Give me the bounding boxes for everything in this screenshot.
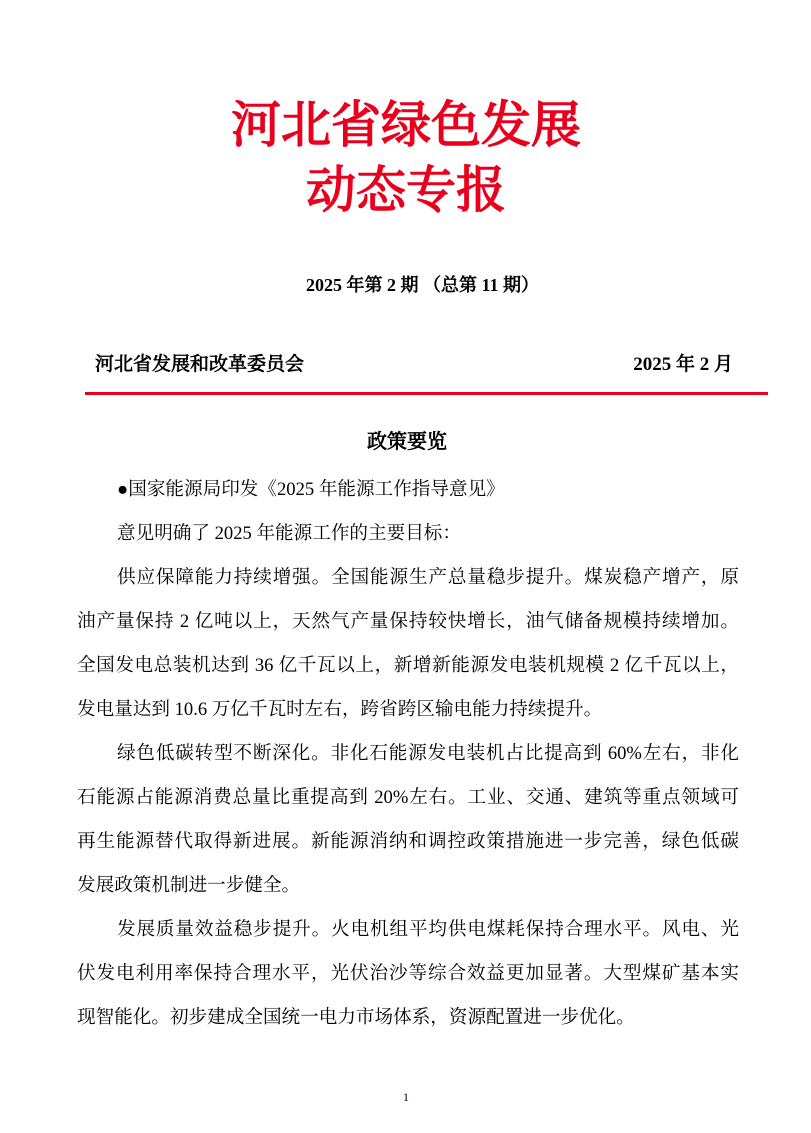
paragraph-line: 供应保障能力持续增强。全国能源生产总量稳步提升。煤炭稳产增产，原 [117,567,739,588]
paragraph-line: 绿色低碳转型不断深化。非化石能源发电装机占比提高到 60%左右，非化 [117,743,739,764]
paragraph-line: 全国发电总装机达到 36 亿千瓦以上，新增新能源发电装机规模 2 亿千瓦以上， [77,655,739,676]
article-headline: ●国家能源局印发《2025 年能源工作指导意见》 [117,479,505,500]
paragraph-line: 发展质量效益稳步提升。火电机组平均供电煤耗保持合理水平。风电、光 [117,919,739,940]
red-divider [85,392,768,395]
paragraph-line: 发展政策机制进一步健全。 [77,875,301,896]
paragraph-line: 发电量达到 10.6 万亿千瓦时左右，跨省跨区输电能力持续提升。 [77,699,603,720]
publish-date: 2025 年 2 月 [633,354,733,375]
issue-number: 2025 年第 2 期 （总第 11 期） [305,275,539,295]
paragraph-quality [77,908,739,1040]
paragraph-line: 再生能源替代取得新进展。新能源消纳和调控政策措施进一步完善，绿色低碳 [77,831,739,852]
page-number: 1 [403,1090,409,1104]
paragraph-line: 伏发电利用率保持合理水平，光伏治沙等综合效益更加显著。大型煤矿基本实 [77,963,739,984]
article-intro: 意见明确了 2025 年能源工作的主要目标： [117,523,461,544]
report-title-line1: 河北省绿色发展 [231,97,581,153]
paragraph-green-transition [77,732,739,908]
section-heading: 政策要览 [367,431,447,453]
paragraph-line: 石能源占能源消费总量比重提高到 20%左右。工业、交通、建筑等重点领域可 [77,787,739,808]
article-body [77,468,739,1040]
report-title-line2: 动态专报 [306,162,506,218]
paragraph-line: 现智能化。初步建成全国统一电力市场体系，资源配置进一步优化。 [77,1007,635,1028]
publisher: 河北省发展和改革委员会 [95,354,305,375]
paragraph-supply [77,556,739,732]
paragraph-line: 油产量保持 2 亿吨以上，天然气产量保持较快增长，油气储备规模持续增加。 [77,611,739,632]
